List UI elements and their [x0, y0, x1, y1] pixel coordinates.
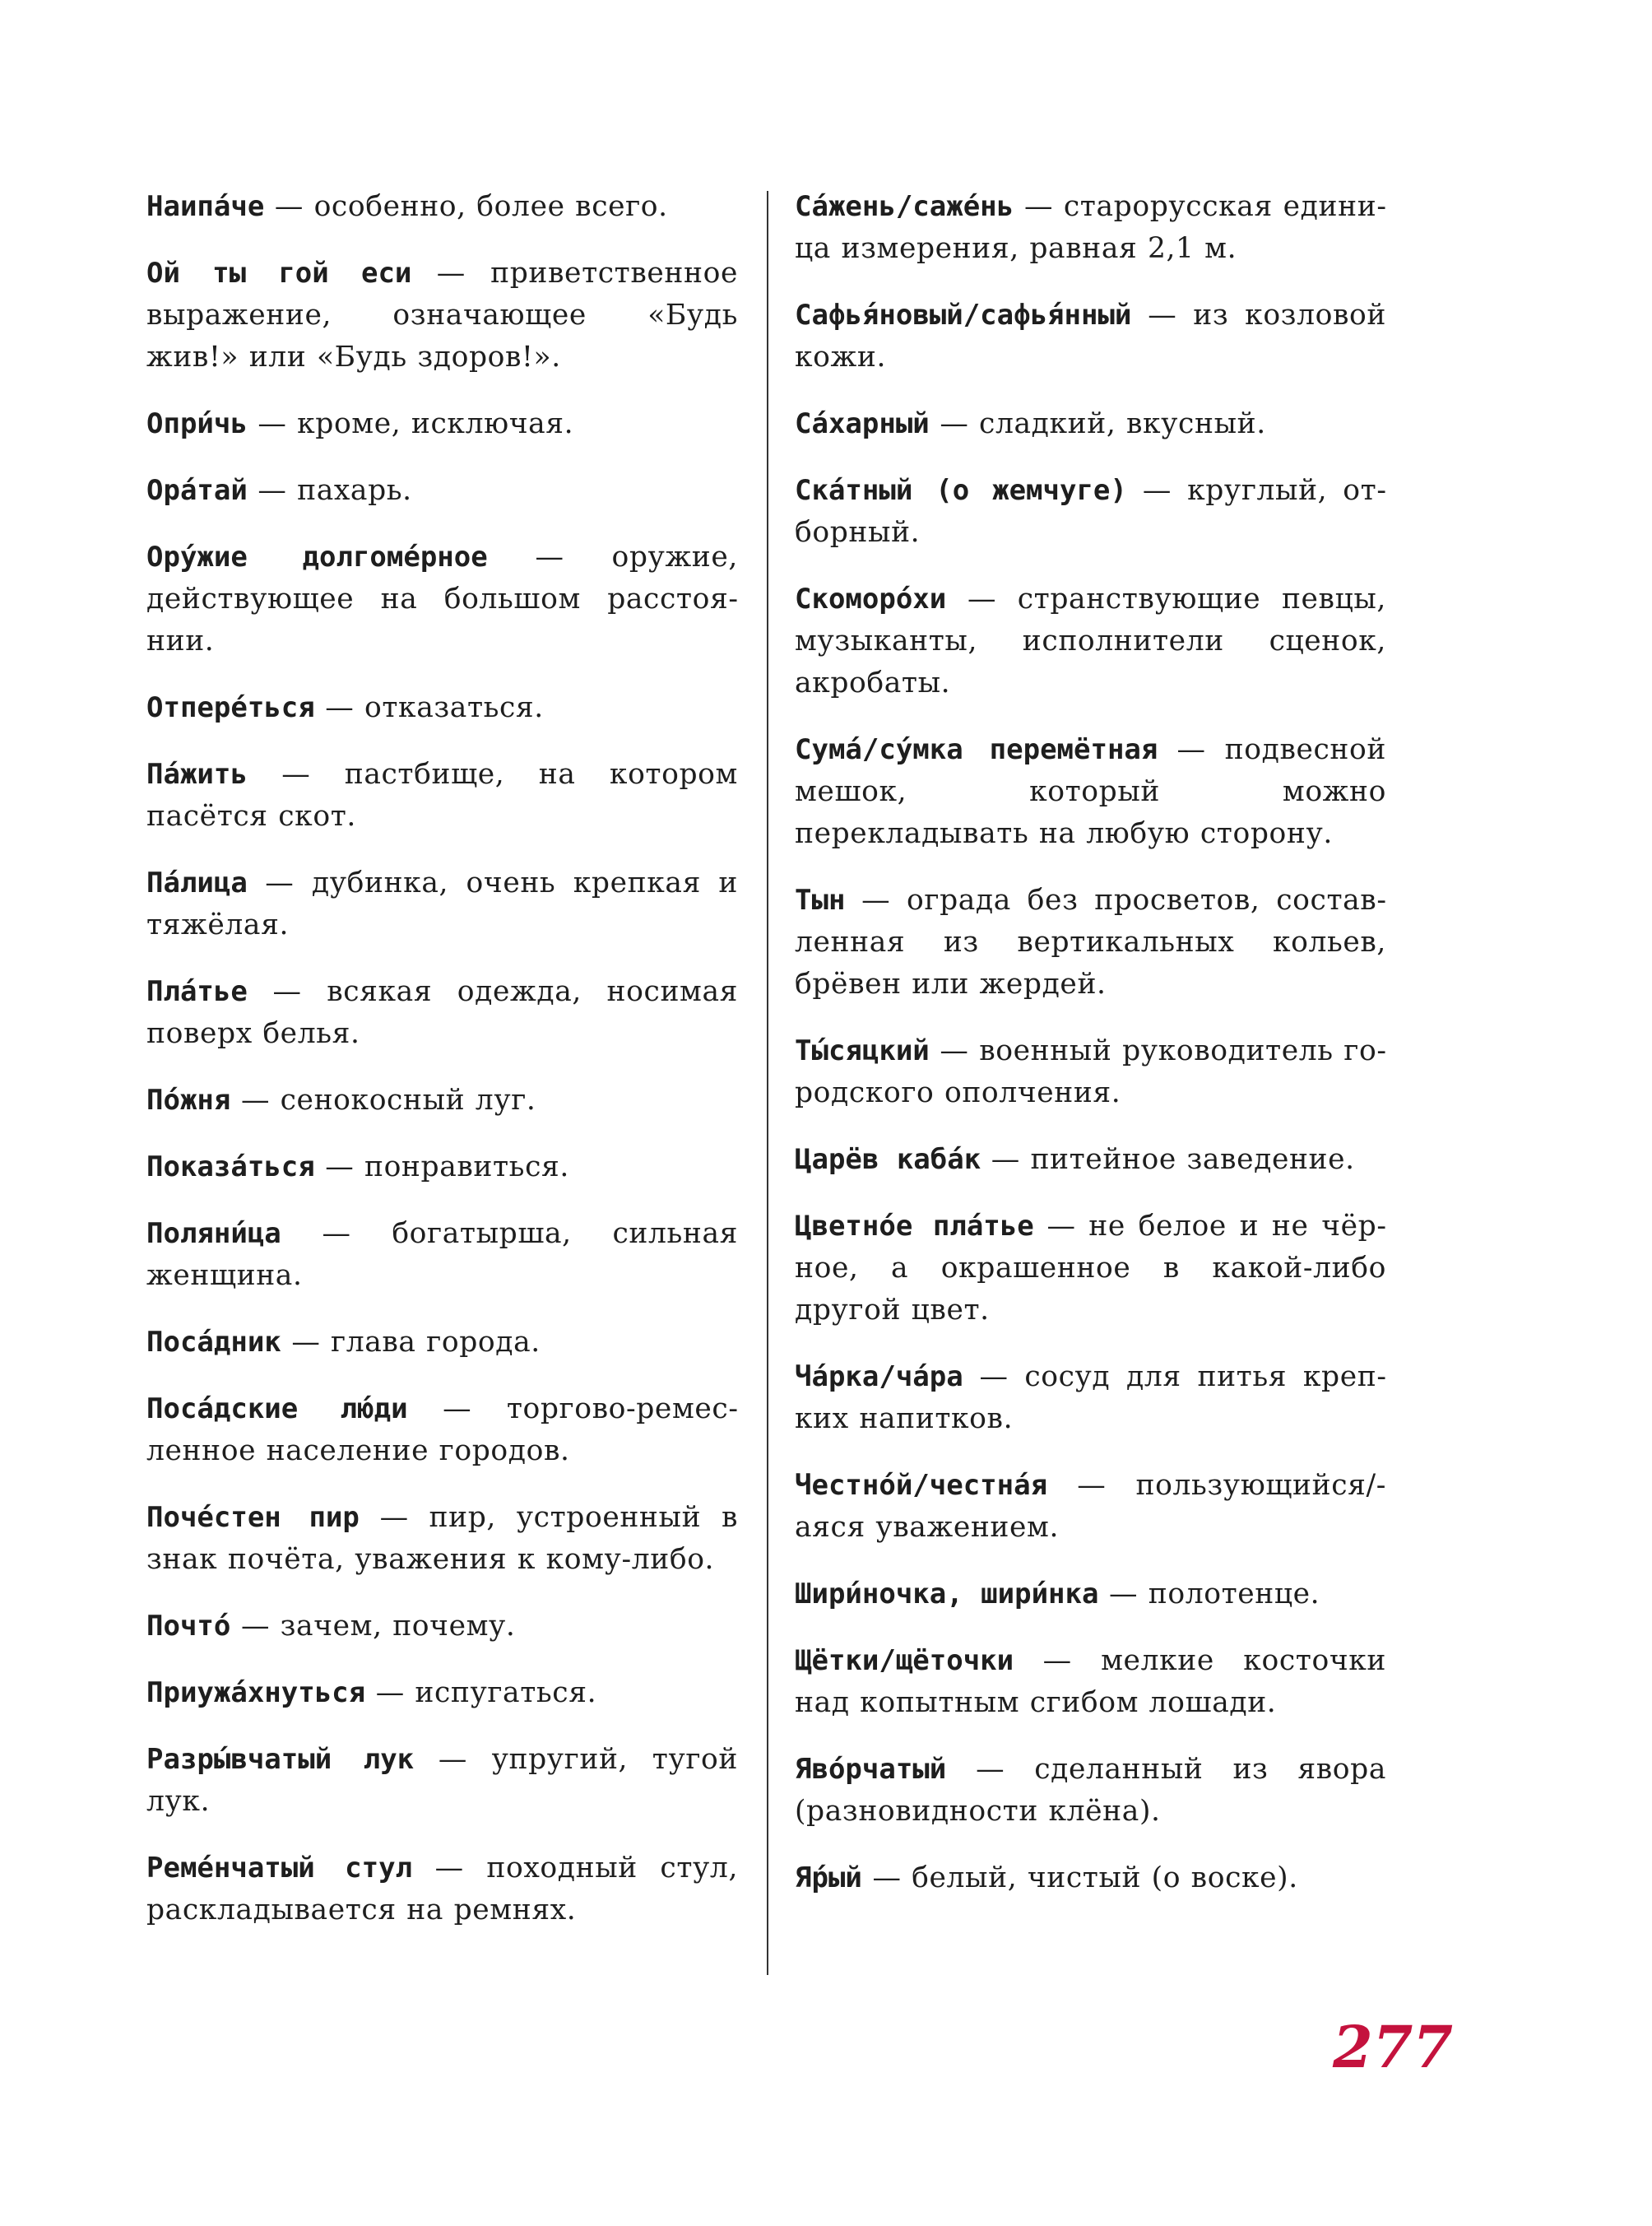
- glossary-definition: приветственное выражение, означающее «Будь жив!» или «Будь здоров!».: [146, 257, 738, 374]
- glossary-term: Са́жень/саже́нь: [795, 190, 1014, 223]
- glossary-definition: пир, устроенный в знак почёта, уважения к кому-либо.: [146, 1501, 738, 1576]
- glossary-term: Показа́ться: [146, 1150, 315, 1183]
- term-separator: —: [240, 1084, 271, 1117]
- term-separator: —: [272, 975, 302, 1008]
- glossary-entry: [795, 403, 1386, 445]
- glossary-entry: [795, 1857, 1386, 1899]
- glossary-entry: [146, 971, 738, 1055]
- glossary-term: Поче́стен пир: [146, 1501, 360, 1534]
- term-separator: —: [265, 867, 295, 899]
- term-separator: —: [325, 1150, 355, 1183]
- term-separator: —: [240, 1610, 271, 1643]
- glossary-term: Сума́/су́мка перемётная: [795, 733, 1158, 766]
- glossary-term: Ора́тай: [146, 474, 248, 507]
- term-separator: —: [1042, 1644, 1072, 1677]
- term-separator: —: [940, 407, 969, 440]
- glossary-term: Яво́рчатый: [795, 1753, 947, 1786]
- glossary-definition: особенно, более всего.: [313, 190, 668, 223]
- glossary-term: Скоморо́хи: [795, 583, 947, 616]
- glossary-term: Щётки/щёточки: [795, 1644, 1014, 1677]
- glossary-entry: [146, 687, 738, 729]
- glossary-column-left: [146, 186, 738, 1956]
- term-separator: —: [979, 1360, 1009, 1393]
- glossary-entry: [795, 1139, 1386, 1181]
- glossary-term: Сафья́новый/сафья́нный: [795, 299, 1132, 332]
- term-separator: —: [379, 1501, 409, 1534]
- glossary-entry: [795, 1573, 1386, 1615]
- glossary-definition: полотенце.: [1148, 1578, 1320, 1610]
- term-separator: —: [1023, 190, 1054, 223]
- term-separator: —: [991, 1143, 1020, 1176]
- term-separator: —: [976, 1753, 1005, 1786]
- glossary-definition: круглый, отборный.: [795, 474, 1386, 549]
- glossary-column-right: [795, 186, 1386, 1924]
- glossary-term: Пла́тье: [146, 975, 248, 1008]
- term-separator: —: [967, 583, 997, 616]
- glossary-entry: [146, 253, 738, 379]
- glossary-definition: сенокосный луг.: [280, 1084, 536, 1117]
- term-separator: —: [325, 691, 355, 724]
- term-separator: —: [1046, 1210, 1076, 1243]
- glossary-entry: [795, 186, 1386, 270]
- term-separator: —: [1148, 299, 1177, 332]
- glossary-term: Наипа́че: [146, 190, 265, 223]
- glossary-definition: питейное заведение.: [1030, 1143, 1355, 1176]
- term-separator: —: [1142, 474, 1172, 507]
- glossary-definition: старорусская единица измерения, равная 2,1 м.: [795, 190, 1386, 265]
- glossary-definition: ограда без просветов, составленная из вертикальных кольев, брёвен или жердей.: [795, 884, 1386, 1001]
- glossary-entry: [146, 1739, 738, 1823]
- glossary-entry: [146, 1080, 738, 1122]
- term-separator: —: [438, 1743, 467, 1776]
- glossary-entry: [795, 880, 1386, 1006]
- glossary-definition: кроме, исключая.: [297, 407, 574, 440]
- glossary-entry: [795, 1030, 1386, 1114]
- glossary-definition: сделанный из явора (разновидности клёна).: [795, 1753, 1386, 1828]
- glossary-definition: из козловой кожи.: [795, 299, 1386, 374]
- glossary-definition: пахарь.: [297, 474, 412, 507]
- glossary-definition: подвесной мешок, который можно перекладывать на любую сторону.: [795, 733, 1386, 850]
- glossary-entry: [795, 295, 1386, 379]
- glossary-entry: [146, 754, 738, 838]
- glossary-definition: всякая одежда, носимая поверх белья.: [146, 975, 739, 1050]
- glossary-entry: [795, 1206, 1386, 1331]
- glossary-definition: зачем, почему.: [280, 1610, 516, 1643]
- term-separator: —: [375, 1676, 405, 1709]
- glossary-entry: [146, 1213, 738, 1297]
- term-separator: —: [940, 1034, 969, 1067]
- glossary-term: Отпере́ться: [146, 691, 315, 724]
- term-separator: —: [436, 257, 466, 290]
- glossary-entry: [146, 1672, 738, 1714]
- glossary-definition: понравиться.: [364, 1150, 569, 1183]
- term-separator: —: [1109, 1578, 1139, 1610]
- glossary-entry: [795, 470, 1386, 554]
- glossary-entry: [146, 1606, 738, 1647]
- glossary-entry: [146, 862, 738, 946]
- glossary-entry: [146, 1146, 738, 1188]
- glossary-term: Шири́ночка, шири́нка: [795, 1578, 1099, 1610]
- glossary-term: Па́лица: [146, 867, 248, 899]
- glossary-term: Почто́: [146, 1610, 231, 1643]
- glossary-entry: [146, 403, 738, 445]
- glossary-term: Приужа́хнуться: [146, 1676, 366, 1709]
- glossary-term: Тын: [795, 884, 846, 917]
- glossary-entry: [146, 1497, 738, 1581]
- glossary-term: Цветно́е пла́тье: [795, 1210, 1034, 1243]
- glossary-definition: пастбище, на котором пасётся скот.: [146, 758, 738, 833]
- column-divider: [767, 191, 768, 1975]
- glossary-definition: белый, чистый (о воске).: [912, 1861, 1298, 1894]
- glossary-definition: походный стул, раскладывается на ремнях.: [146, 1852, 739, 1926]
- glossary-definition: не белое и не чёрное, а окрашенное в какой-либо другой цвет.: [795, 1210, 1386, 1327]
- glossary-term: Царёв каба́к: [795, 1143, 981, 1176]
- glossary-term: Па́жить: [146, 758, 248, 791]
- term-separator: —: [274, 190, 304, 223]
- glossary-entry: [795, 1640, 1386, 1724]
- glossary-entry: [795, 1465, 1386, 1549]
- glossary-term: Ча́рка/ча́ра: [795, 1360, 963, 1393]
- glossary-entry: [795, 1749, 1386, 1833]
- term-separator: —: [861, 884, 891, 917]
- glossary-term: Я́рый: [795, 1861, 862, 1894]
- glossary-term: Ска́тный (о жемчуге): [795, 474, 1127, 507]
- glossary-definition: сладкий, вкусный.: [979, 407, 1266, 440]
- glossary-entry: [146, 186, 738, 228]
- term-separator: —: [291, 1326, 321, 1359]
- glossary-definition: испугаться.: [415, 1676, 597, 1709]
- glossary-definition: отказаться.: [364, 691, 544, 724]
- glossary-term: По́жня: [146, 1084, 231, 1117]
- term-separator: —: [443, 1392, 472, 1425]
- glossary-entry: [146, 537, 738, 662]
- term-separator: —: [258, 407, 287, 440]
- glossary-definition: оружие, действующее на большом расстоянии.: [146, 541, 738, 658]
- glossary-term: Поляни́ца: [146, 1217, 281, 1250]
- glossary-definition: пользующийся/-аяся уважением.: [795, 1469, 1386, 1544]
- glossary-term: Поса́дник: [146, 1326, 281, 1359]
- glossary-entry: [146, 470, 738, 512]
- term-separator: —: [872, 1861, 902, 1894]
- glossary-definition: мелкие косточки над копытным сгибом лошади.: [795, 1644, 1386, 1719]
- term-separator: —: [281, 758, 311, 791]
- glossary-entry: [146, 1322, 738, 1364]
- glossary-term: Поса́дские лю́ди: [146, 1392, 408, 1425]
- glossary-term: Разры́вчатый лук: [146, 1743, 415, 1776]
- glossary-term: Честно́й/честна́я: [795, 1469, 1048, 1502]
- term-separator: —: [1077, 1469, 1107, 1502]
- glossary-definition: торгово-ремесленное население городов.: [146, 1392, 738, 1467]
- glossary-term: Ты́сяцкий: [795, 1034, 930, 1067]
- glossary-entry: [146, 1847, 738, 1931]
- glossary-entry: [795, 729, 1386, 855]
- glossary-term: Са́харный: [795, 407, 930, 440]
- term-separator: —: [535, 541, 564, 574]
- glossary-definition: сосуд для питья крепких напитков.: [795, 1360, 1386, 1435]
- glossary-entry: [146, 1388, 738, 1472]
- glossary-term: Реме́нчатый стул: [146, 1852, 413, 1884]
- term-separator: —: [258, 474, 287, 507]
- glossary-term: Ой ты гой еси: [146, 257, 412, 290]
- glossary-definition: глава города.: [331, 1326, 541, 1359]
- glossary-term: Ору́жие долгоме́рное: [146, 541, 488, 574]
- glossary-definition: богатырша, сильная женщина.: [146, 1217, 738, 1292]
- page-number: 277: [1333, 2013, 1454, 2081]
- glossary-term: Опри́чь: [146, 407, 248, 440]
- term-separator: —: [1176, 733, 1206, 766]
- glossary-definition: военный руководитель городского ополчения.: [795, 1034, 1386, 1109]
- glossary-definition: упругий, тугой лук.: [146, 1743, 738, 1818]
- glossary-definition: дубинка, очень крепкая и тяжёлая.: [146, 867, 738, 941]
- term-separator: —: [434, 1852, 464, 1884]
- glossary-entry: [795, 579, 1386, 704]
- glossary-definition: странствующие певцы, музыканты, исполнители сценок, акробаты.: [795, 583, 1386, 699]
- term-separator: —: [322, 1217, 351, 1250]
- glossary-entry: [795, 1356, 1386, 1440]
